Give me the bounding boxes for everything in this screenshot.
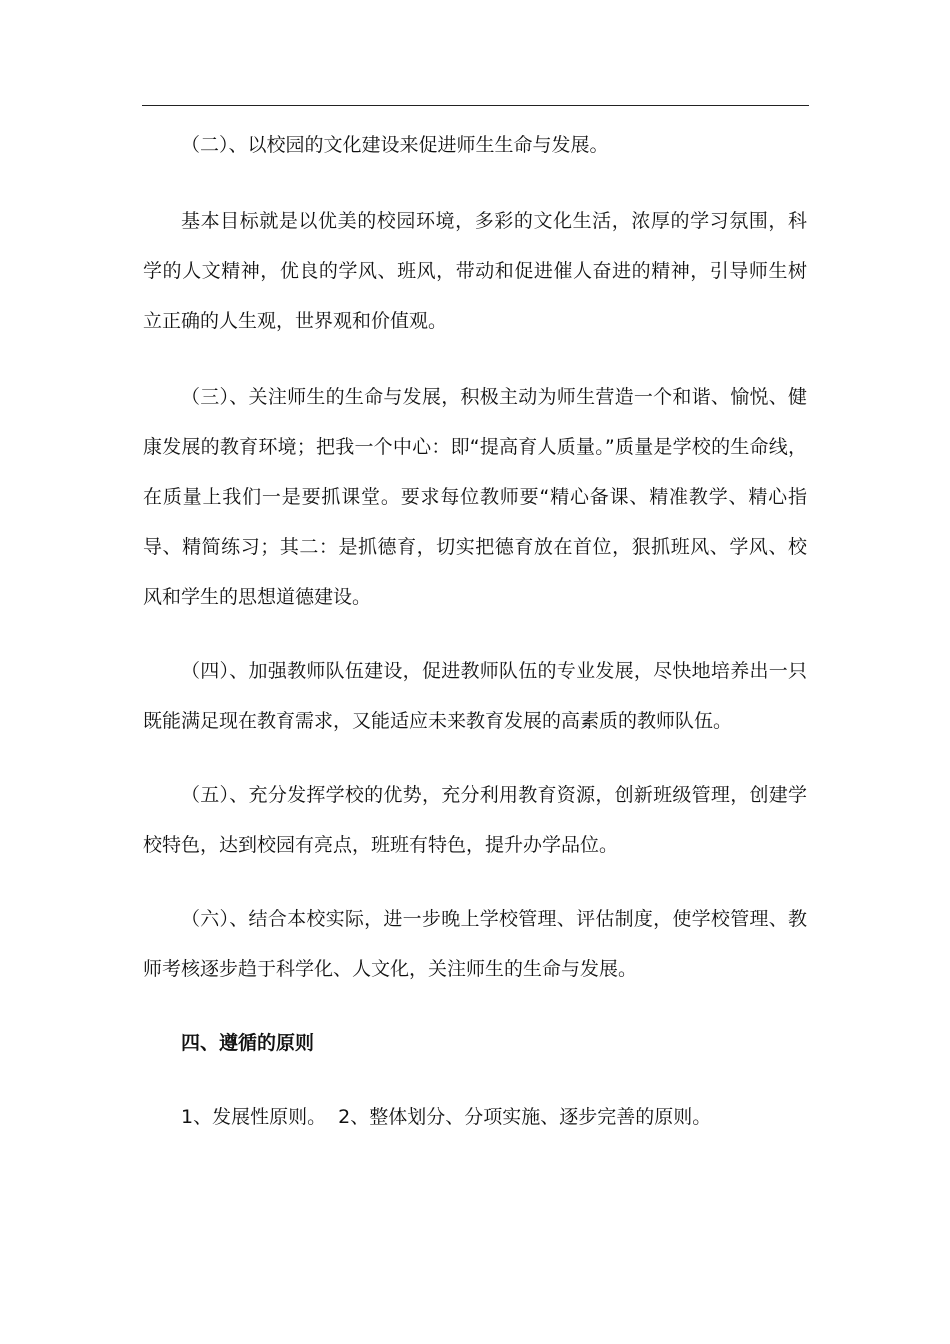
paragraph-6-management: （六）、结合本校实际，进一步晚上学校管理、评估制度，使学校管理、教师考核逐步趋于科学化、人文化，关注师生的生命与发展。 [143, 908, 807, 980]
paragraph-4-teacher-team: （四）、加强教师队伍建设，促进教师队伍的专业发展，尽快地培养出一只既能满足现在教育需求，又能适应未来教育发展的高素质的教师队伍。 [143, 660, 807, 732]
paragraph-2-campus-culture: （二）、以校园的文化建设来促进师生生命与发展。 [181, 134, 609, 156]
header-rule [142, 105, 809, 106]
paragraph-basic-goal: 基本目标就是以优美的校园环境，多彩的文化生活，浓厚的学习氛围，科学的人文精神，优良的学风、班风，带动和促进催人奋进的精神，引导师生树立正确的人生观，世界观和价值观。 [143, 210, 807, 332]
principles-line: 1、发展性原则。 2、整体划分、分项实施、逐步完善的原则。 [181, 1106, 712, 1128]
section-heading: 四、遵循的原则 [181, 1032, 315, 1054]
document-body [143, 120, 807, 1142]
paragraph-5-school-advantages: （五）、充分发挥学校的优势，充分利用教育资源，创新班级管理，创建学校特色，达到校园有亮点，班班有特色，提升办学品位。 [143, 784, 807, 856]
paragraph-3-teacher-student-life: （三）、关注师生的生命与发展，积极主动为师生营造一个和谐、愉悦、健康发展的教育环境；把我一个中心：即“提高育人质量。”质量是学校的生命线，在质量上我们一是要抓课堂。要求每位教师要“精心备课、精准教学、精心指导、精简练习；其二：是抓德育，切实把德育放在首位，狠抓班风、学风、校风和学生的思想道德建设。 [143, 386, 807, 608]
